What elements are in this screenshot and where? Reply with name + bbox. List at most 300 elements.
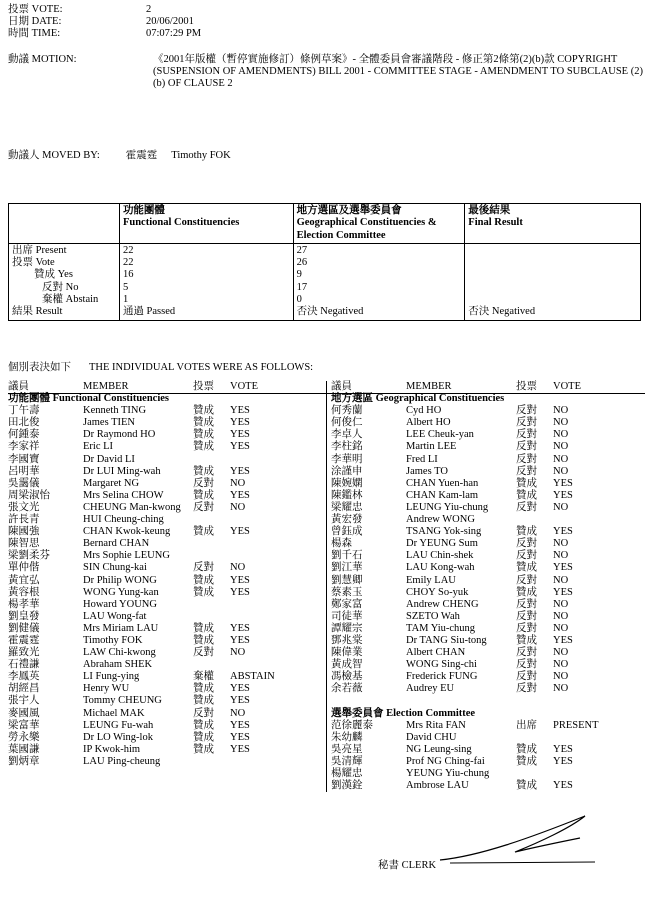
member-name-zh: 張宇人: [8, 695, 40, 707]
vote-en: NO: [230, 477, 246, 489]
vote-zh: 反對: [516, 598, 537, 610]
vote-zh: 反對: [516, 647, 537, 659]
member-name-en: Bernard CHAN: [83, 538, 150, 550]
member-name-zh: 陳智思: [8, 538, 40, 550]
label-vote: 投票 Vote: [12, 257, 55, 269]
member-name-en: LEUNG Yiu-chung: [406, 501, 489, 513]
member-name-en: Mrs Miriam LAU: [83, 622, 159, 634]
member-name-en: Eric LI: [83, 441, 114, 453]
vote-en: YES: [230, 695, 250, 707]
vote-zh: 反對: [516, 622, 537, 634]
date-value: 20/06/2001: [146, 16, 194, 27]
member-name-en: Abraham SHEK: [83, 659, 153, 671]
member-name-zh: 李家祥: [8, 441, 40, 453]
vote-zh: 反對: [516, 501, 537, 513]
votes-right-column: [326, 381, 649, 792]
gc-member-row: [331, 454, 649, 466]
member-name-zh: 周梁淑怡: [8, 489, 50, 501]
vote-en: NO: [553, 574, 569, 586]
vote-en: NO: [553, 683, 569, 695]
member-name-en: LAW Chi-kwong: [83, 647, 156, 659]
gc-member-row: [331, 575, 649, 587]
fc-member-row: [8, 526, 320, 538]
member-name-zh: 楊耀忠: [331, 768, 363, 779]
member-name-en: TSANG Yok-sing: [406, 526, 482, 538]
summary-final-values: [465, 243, 641, 320]
vote-en: NO: [553, 538, 569, 550]
member-name-zh: 黃宏發: [331, 514, 363, 526]
fc-member-row: [8, 441, 320, 453]
member-name-zh: 黃成智: [331, 659, 363, 671]
vote-zh: 贊成: [193, 526, 214, 538]
vote-en: PRESENT: [553, 719, 599, 731]
summary-head-gc: 地方選區及選舉委員會 Geographical Constituencies & Election Committee: [293, 204, 465, 244]
summary-corner: [9, 204, 120, 244]
votes-right-header: 議員 MEMBER 投票 VOTE: [331, 381, 581, 392]
member-name-en: CHAN Kam-lam: [406, 489, 479, 501]
vote-number: 2: [146, 4, 152, 15]
gc-member-row: [331, 635, 649, 647]
member-name-en: SIN Chung-kai: [83, 562, 147, 574]
vote-en: YES: [230, 429, 250, 441]
votes-title: 個別表決如下 THE INDIVIDUAL VOTES WERE AS FOLLOWS:: [8, 362, 314, 373]
member-name-zh: 何秀蘭: [331, 405, 363, 417]
vote-zh: 贊成: [516, 755, 537, 767]
fc-member-row: [8, 708, 320, 720]
fc-member-row: [8, 756, 320, 768]
label-yes: 贊成 Yes: [34, 269, 73, 281]
vote-zh: 反對: [516, 610, 537, 622]
member-name-zh: 劉炳章: [8, 755, 40, 767]
vote-en: NO: [553, 598, 569, 610]
summary-head-final: 最後結果 Final Result: [465, 204, 641, 244]
vote-zh: 贊成: [193, 743, 214, 755]
gc-member-row: [331, 405, 649, 417]
label-result: 結果 Result: [12, 306, 63, 318]
ec-member-row: [331, 732, 649, 744]
fc-member-row: [8, 478, 320, 490]
member-name-en: LAU Ping-cheung: [83, 755, 161, 767]
vote-en: YES: [553, 562, 573, 574]
summary-gc-values: 27 26 9 17 0 否決 Negatived: [293, 243, 465, 320]
gc-member-row: [331, 441, 649, 453]
member-name-zh: 楊孝華: [8, 598, 40, 610]
member-name-zh: 鄭家富: [331, 598, 363, 610]
fc-member-row: [8, 671, 320, 683]
member-name-zh: 田北俊: [8, 417, 40, 429]
member-name-en: Fred LI: [406, 453, 438, 465]
member-name-en: Ambrose LAU: [406, 780, 469, 792]
vote-en: NO: [553, 671, 569, 683]
summary-row-labels: [9, 243, 120, 320]
vote-en: YES: [553, 526, 573, 538]
member-name-zh: 陳婉嫻: [331, 477, 363, 489]
ec-section-title: 選舉委員會 Election Committee: [331, 707, 476, 719]
date-row: [8, 16, 194, 28]
fc-member-row: [8, 538, 320, 550]
member-name-en: Margaret NG: [83, 477, 140, 489]
vote-zh: 贊成: [193, 405, 214, 417]
member-name-zh: 梁富華: [8, 719, 40, 731]
vote-en: YES: [230, 441, 250, 453]
mover-label: 動議人 MOVED BY:: [8, 150, 100, 161]
member-name-zh: 陳國強: [8, 526, 40, 538]
vote-en: NO: [230, 562, 246, 574]
member-name-zh: 石禮謙: [8, 659, 40, 671]
gc-member-row: [331, 514, 649, 526]
vote-zh: 反對: [193, 562, 214, 574]
ec-member-row: [331, 744, 649, 756]
member-name-en: Dr TANG Siu-tong: [406, 634, 487, 646]
vote-zh: 反對: [516, 465, 537, 477]
vote-zh: 反對: [516, 671, 537, 683]
fc-member-row: [8, 659, 320, 671]
member-name-en: Mrs Selina CHOW: [83, 489, 164, 501]
member-name-en: Martin LEE: [406, 441, 457, 453]
vote-en: YES: [553, 634, 573, 646]
gc-member-row: [331, 562, 649, 574]
member-name-en: LAU Kong-wah: [406, 562, 475, 574]
gc-member-row: [331, 478, 649, 490]
vote-number-row: [8, 4, 151, 16]
fc-member-row: [8, 720, 320, 732]
member-name-en: Dr LUI Ming-wah: [83, 465, 161, 477]
fc-member-row: [8, 562, 320, 574]
gc-section-title: 地方選區 Geographical Constituencies: [331, 393, 505, 405]
gc-member-row: [331, 611, 649, 623]
date-label: 日期 DATE:: [8, 16, 62, 27]
vote-en: YES: [230, 417, 250, 429]
vote-en: YES: [230, 683, 250, 695]
member-name-zh: 劉漢銓: [331, 780, 363, 792]
vote-zh: 贊成: [193, 429, 214, 441]
member-name-zh: 羅致光: [8, 647, 40, 659]
member-name-zh: 劉江華: [331, 562, 363, 574]
member-name-en: Dr Raymond HO: [83, 429, 156, 441]
vote-en: NO: [553, 622, 569, 634]
vote-en: NO: [553, 501, 569, 513]
member-name-zh: 涂謹申: [331, 465, 363, 477]
fc-member-row: [8, 490, 320, 502]
fc-member-row: [8, 514, 320, 526]
vote-en: YES: [230, 489, 250, 501]
vote-en: YES: [230, 465, 250, 477]
vote-zh: 反對: [516, 453, 537, 465]
member-name-en: Frederick FUNG: [406, 671, 478, 683]
vote-en: YES: [230, 634, 250, 646]
fc-member-row: [8, 587, 320, 599]
member-name-en: Tommy CHEUNG: [83, 695, 162, 707]
member-name-en: LEUNG Fu-wah: [83, 719, 154, 731]
member-name-zh: 劉慧卿: [331, 574, 363, 586]
vote-en: NO: [553, 417, 569, 429]
vote-en: YES: [553, 743, 573, 755]
member-name-zh: 何鍾泰: [8, 429, 40, 441]
ec-member-row: [331, 768, 649, 780]
fc-member-row: [8, 575, 320, 587]
vote-zh: 反對: [516, 574, 537, 586]
member-name-en: Andrew CHENG: [406, 598, 479, 610]
time-row: [8, 28, 201, 40]
member-name-zh: 葉國謙: [8, 743, 40, 755]
member-name-zh: 梁耀忠: [331, 501, 363, 513]
member-name-zh: 劉皇發: [8, 610, 40, 622]
vote-zh: 反對: [193, 501, 214, 513]
vote-en: YES: [230, 719, 250, 731]
vote-zh: 贊成: [193, 622, 214, 634]
vote-en: YES: [553, 755, 573, 767]
vote-zh: 贊成: [193, 695, 214, 707]
fc-member-row: [8, 502, 320, 514]
member-name-en: James TO: [406, 465, 448, 477]
gc-member-row: [331, 417, 649, 429]
member-name-en: WONG Yung-kan: [83, 586, 159, 598]
member-name-zh: 李鳳英: [8, 671, 40, 683]
member-name-zh: 蔡素玉: [331, 586, 363, 598]
fc-member-row: [8, 683, 320, 695]
ec-member-row: [331, 720, 649, 732]
member-name-zh: 劉千石: [331, 550, 363, 562]
vote-en: YES: [230, 622, 250, 634]
mover-block: [8, 150, 245, 162]
vote-en: NO: [230, 647, 246, 659]
member-name-zh: 勞永樂: [8, 731, 40, 743]
fc-member-row: [8, 550, 320, 562]
member-name-zh: 李卓人: [331, 429, 363, 441]
fc-member-row: [8, 635, 320, 647]
vote-en: YES: [230, 526, 250, 538]
mover-name-zh: 霍震霆: [125, 150, 158, 161]
vote-zh: 反對: [516, 683, 537, 695]
vote-zh: 贊成: [193, 719, 214, 731]
vote-zh: 贊成: [193, 683, 214, 695]
member-name-zh: 許長青: [8, 514, 40, 526]
member-name-zh: 黃容根: [8, 586, 40, 598]
member-name-zh: 呂明華: [8, 465, 40, 477]
member-name-zh: 陳鑑林: [331, 489, 363, 501]
vote-zh: 贊成: [516, 477, 537, 489]
member-name-zh: 麥國風: [8, 707, 40, 719]
summary-header-row: [9, 204, 641, 244]
member-name-zh: 余若薇: [331, 683, 363, 695]
gc-member-row: [331, 429, 649, 441]
vote-en: YES: [230, 731, 250, 743]
vote-zh: 反對: [193, 647, 214, 659]
final-result: 否決 Negatived: [468, 306, 536, 318]
vote-zh: 贊成: [193, 634, 214, 646]
fc-section-title: 功能團體 Functional Constituencies: [8, 393, 170, 405]
vote-zh: 贊成: [193, 417, 214, 429]
vote-zh: 贊成: [516, 489, 537, 501]
vote-en: YES: [553, 586, 573, 598]
member-name-en: Michael MAK: [83, 707, 145, 719]
member-name-zh: 黃宜弘: [8, 574, 40, 586]
vote-number-label: 投票 VOTE:: [8, 4, 63, 15]
member-name-en: Prof NG Ching-fai: [406, 755, 485, 767]
vote-en: NO: [553, 610, 569, 622]
member-name-en: Kenneth TING: [83, 405, 147, 417]
member-name-en: Dr YEUNG Sum: [406, 538, 478, 550]
vote-zh: 反對: [516, 441, 537, 453]
member-name-en: LI Fung-ying: [83, 671, 140, 683]
fc-member-row: [8, 405, 320, 417]
member-name-en: David CHU: [406, 731, 457, 743]
member-name-zh: 朱幼麟: [331, 731, 363, 743]
member-name-zh: 陳偉業: [331, 647, 363, 659]
summary-fc-values: 22 22 16 5 1 通過 Passed: [119, 243, 293, 320]
fc-member-row: [8, 466, 320, 478]
vote-zh: 贊成: [516, 634, 537, 646]
vote-en: YES: [553, 477, 573, 489]
vote-zh: 反對: [193, 477, 214, 489]
member-name-zh: 李柱銘: [331, 441, 363, 453]
vote-en: YES: [553, 780, 573, 792]
member-name-zh: 馮檢基: [331, 671, 363, 683]
vote-zh: 反對: [516, 659, 537, 671]
label-no: 反對 No: [42, 281, 79, 293]
member-name-zh: 譚耀宗: [331, 622, 363, 634]
ec-member-row: [331, 780, 649, 792]
member-name-en: NG Leung-sing: [406, 743, 472, 755]
fc-member-row: [8, 623, 320, 635]
vote-zh: 贊成: [193, 465, 214, 477]
member-name-en: Mrs Sophie LEUNG: [83, 550, 170, 562]
votes-left-column: [8, 381, 320, 768]
member-name-en: Albert HO: [406, 417, 451, 429]
vote-en: NO: [553, 441, 569, 453]
member-name-en: CHOY So-yuk: [406, 586, 469, 598]
member-name-zh: 霍震霆: [8, 634, 40, 646]
member-name-en: CHEUNG Man-kwong: [83, 501, 181, 513]
vote-en: YES: [230, 405, 250, 417]
fc-member-row: [8, 732, 320, 744]
vote-zh: 棄權: [193, 671, 214, 683]
fc-member-row: [8, 611, 320, 623]
member-name-zh: 梁劉柔芬: [8, 550, 50, 562]
vote-en: NO: [553, 550, 569, 562]
gc-member-row: [331, 599, 649, 611]
vote-en: NO: [230, 707, 246, 719]
vote-en: ABSTAIN: [230, 671, 275, 683]
member-name-en: CHAN Kwok-keung: [83, 526, 171, 538]
summary-table: [8, 203, 641, 321]
member-name-en: Dr Philip WONG: [83, 574, 157, 586]
clerk-label: 秘書 CLERK: [378, 860, 437, 871]
votes-left-header: 議員 MEMBER 投票 VOTE: [8, 381, 258, 392]
label-abstain: 棄權 Abstain: [42, 293, 99, 305]
time-label: 時間 TIME:: [8, 28, 61, 39]
summary-body-row: [9, 243, 641, 320]
member-name-en: YEUNG Yiu-chung: [406, 768, 490, 779]
ec-member-row: [331, 756, 649, 768]
mover-name-en: Timothy FOK: [171, 150, 231, 161]
gc-member-row: [331, 490, 649, 502]
member-name-en: Henry WU: [83, 683, 130, 695]
member-name-zh: 何俊仁: [331, 417, 363, 429]
label-present: 出席 Present: [12, 244, 67, 256]
vote-zh: 反對: [516, 538, 537, 550]
clerk-signature-icon: [420, 808, 600, 868]
section-spacer: [331, 695, 649, 707]
member-name-en: IP Kwok-him: [83, 743, 141, 755]
vote-en: NO: [230, 501, 246, 513]
vote-zh: 反對: [516, 417, 537, 429]
member-name-en: SZETO Wah: [406, 610, 460, 622]
member-name-en: WONG Sing-chi: [406, 659, 477, 671]
member-name-en: Emily LAU: [406, 574, 456, 586]
vote-en: NO: [553, 659, 569, 671]
vote-zh: 贊成: [193, 441, 214, 453]
gc-member-row: [331, 659, 649, 671]
vote-zh: 反對: [516, 550, 537, 562]
gc-member-row: [331, 502, 649, 514]
vote-zh: 反對: [193, 707, 214, 719]
fc-member-row: [8, 744, 320, 756]
member-name-zh: 丁午壽: [8, 405, 40, 417]
member-name-zh: 曾鈺成: [331, 526, 363, 538]
vote-zh: 贊成: [516, 526, 537, 538]
member-name-en: Timothy FOK: [83, 634, 143, 646]
member-name-zh: 鄧兆棠: [331, 634, 363, 646]
member-name-en: Dr LO Wing-lok: [83, 731, 153, 743]
member-name-en: Mrs Rita FAN: [406, 719, 466, 731]
member-name-en: TAM Yiu-chung: [406, 622, 476, 634]
vote-zh: 贊成: [516, 562, 537, 574]
vote-zh: 贊成: [193, 574, 214, 586]
gc-member-row: [331, 683, 649, 695]
vote-zh: 贊成: [516, 586, 537, 598]
fc-member-row: [8, 695, 320, 707]
gc-member-row: [331, 538, 649, 550]
gc-member-row: [331, 647, 649, 659]
vote-en: NO: [553, 465, 569, 477]
vote-zh: 贊成: [516, 780, 537, 792]
member-name-zh: 胡經昌: [8, 683, 40, 695]
member-name-en: LAU Wong-fat: [83, 610, 147, 622]
member-name-zh: 司徒華: [331, 610, 363, 622]
vote-zh: 贊成: [516, 743, 537, 755]
member-name-zh: 李華明: [331, 453, 363, 465]
time-value: 07:07:29 PM: [146, 28, 202, 39]
member-name-en: Howard YOUNG: [83, 598, 157, 610]
member-name-zh: 吳清輝: [331, 755, 363, 767]
vote-en: NO: [553, 429, 569, 441]
vote-en: NO: [553, 647, 569, 659]
vote-zh: 贊成: [193, 586, 214, 598]
member-name-en: Dr David LI: [83, 453, 135, 465]
vote-en: YES: [230, 574, 250, 586]
vote-en: NO: [553, 405, 569, 417]
fc-member-row: [8, 647, 320, 659]
vote-zh: 反對: [516, 429, 537, 441]
gc-member-row: [331, 671, 649, 683]
member-name-en: Audrey EU: [406, 683, 455, 695]
member-name-zh: 李國寶: [8, 453, 40, 465]
gc-member-row: [331, 550, 649, 562]
vote-en: YES: [553, 489, 573, 501]
member-name-zh: 楊森: [331, 538, 352, 550]
gc-member-row: [331, 526, 649, 538]
vote-zh: 反對: [516, 405, 537, 417]
vote-zh: 出席: [516, 719, 537, 731]
fc-member-row: [8, 454, 320, 466]
vote-zh: 贊成: [193, 489, 214, 501]
gc-member-row: [331, 466, 649, 478]
vote-zh: 贊成: [193, 731, 214, 743]
member-name-zh: 張文光: [8, 501, 40, 513]
member-name-zh: 范徐麗泰: [331, 719, 373, 731]
motion-label: 動議 MOTION:: [8, 54, 77, 65]
